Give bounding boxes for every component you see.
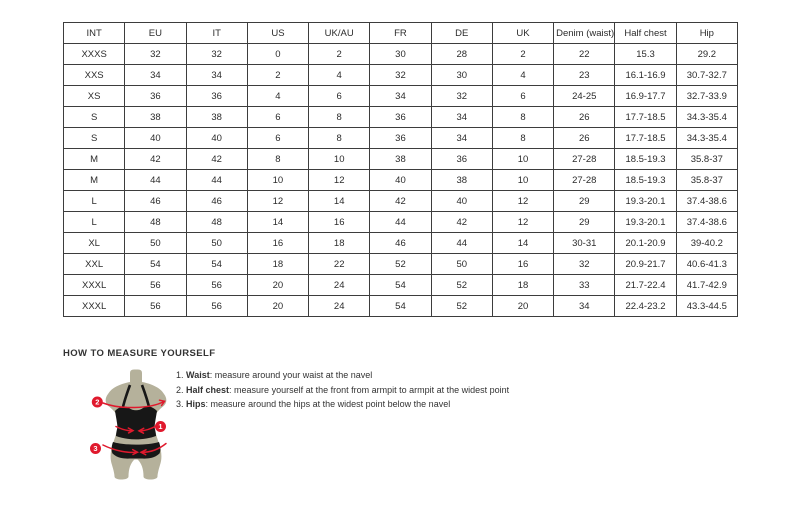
size-cell: 56 [186, 296, 247, 317]
size-cell: 34 [554, 296, 615, 317]
size-cell: 32 [431, 86, 492, 107]
size-cell: 12 [309, 170, 370, 191]
size-cell: 10 [492, 170, 553, 191]
size-cell: 32.7-33.9 [676, 86, 737, 107]
size-chart-body [64, 44, 738, 317]
size-cell: 2 [247, 65, 308, 86]
header-cell: Hip [676, 23, 737, 44]
size-cell: 38 [186, 107, 247, 128]
size-cell: 40.6-41.3 [676, 254, 737, 275]
table-row [64, 44, 738, 65]
size-cell: 42 [186, 149, 247, 170]
size-cell: M [64, 149, 125, 170]
size-cell: 35.8-37 [676, 149, 737, 170]
size-cell: 50 [431, 254, 492, 275]
size-cell: L [64, 212, 125, 233]
size-cell: 41.7-42.9 [676, 275, 737, 296]
size-cell: 44 [370, 212, 431, 233]
size-cell: 10 [492, 149, 553, 170]
size-cell: 54 [186, 254, 247, 275]
size-cell: 24-25 [554, 86, 615, 107]
size-cell: 18.5-19.3 [615, 170, 676, 191]
size-cell: 18 [492, 275, 553, 296]
size-cell: 4 [309, 65, 370, 86]
table-row [64, 296, 738, 317]
size-cell: XXXS [64, 44, 125, 65]
instruction-label: Half chest [186, 384, 230, 395]
measure-instruction-item [176, 385, 509, 396]
instruction-number: 3. [176, 399, 184, 409]
size-cell: XXXL [64, 275, 125, 296]
size-cell: 29 [554, 212, 615, 233]
swimsuit-top [115, 406, 157, 439]
header-row [64, 23, 738, 44]
measure-instruction-item [176, 370, 509, 381]
table-row [64, 170, 738, 191]
size-cell: 38 [431, 170, 492, 191]
header-cell: UK [492, 23, 553, 44]
size-cell: 16 [309, 212, 370, 233]
size-cell: 36 [370, 107, 431, 128]
size-cell: 46 [125, 191, 186, 212]
size-cell: 27-28 [554, 170, 615, 191]
size-cell: 2 [492, 44, 553, 65]
size-cell: 44 [186, 170, 247, 191]
size-cell: 18 [309, 233, 370, 254]
size-cell: 36 [125, 86, 186, 107]
size-cell: S [64, 107, 125, 128]
size-cell: 28 [431, 44, 492, 65]
size-cell: 34 [186, 65, 247, 86]
header-cell: UK/AU [309, 23, 370, 44]
size-cell: 34.3-35.4 [676, 128, 737, 149]
size-cell: 14 [309, 191, 370, 212]
size-cell: 20 [492, 296, 553, 317]
size-cell: XXXL [64, 296, 125, 317]
header-cell: EU [125, 23, 186, 44]
size-cell: 40 [125, 128, 186, 149]
instruction-number: 1. [176, 370, 184, 380]
table-row [64, 254, 738, 275]
size-cell: 10 [247, 170, 308, 191]
size-cell: 30.7-32.7 [676, 65, 737, 86]
size-cell: 37.4-38.6 [676, 191, 737, 212]
size-cell: 6 [492, 86, 553, 107]
size-cell: 29 [554, 191, 615, 212]
size-cell: 42 [431, 212, 492, 233]
size-cell: 24 [309, 296, 370, 317]
size-cell: 22.4-23.2 [615, 296, 676, 317]
size-cell: 52 [431, 275, 492, 296]
table-row [64, 65, 738, 86]
size-cell: 12 [492, 212, 553, 233]
instruction-text: : measure around the hips at the widest point below the navel [205, 399, 451, 409]
size-cell: 52 [431, 296, 492, 317]
size-cell: 30 [370, 44, 431, 65]
size-cell: 48 [186, 212, 247, 233]
size-cell: 19.3-20.1 [615, 212, 676, 233]
measure-instructions [176, 370, 509, 414]
header-cell: US [247, 23, 308, 44]
size-cell: 17.7-18.5 [615, 107, 676, 128]
size-cell: 10 [309, 149, 370, 170]
size-cell: 32 [370, 65, 431, 86]
size-cell: 54 [370, 275, 431, 296]
size-cell: XXL [64, 254, 125, 275]
table-row [64, 86, 738, 107]
table-row [64, 149, 738, 170]
size-cell: 4 [247, 86, 308, 107]
header-cell: FR [370, 23, 431, 44]
size-cell: XL [64, 233, 125, 254]
size-cell: 27-28 [554, 149, 615, 170]
header-cell: DE [431, 23, 492, 44]
size-cell: M [64, 170, 125, 191]
size-cell: 12 [492, 191, 553, 212]
size-cell: 34 [431, 128, 492, 149]
size-cell: 14 [492, 233, 553, 254]
size-cell: 56 [186, 275, 247, 296]
hips-badge-number: 3 [93, 444, 98, 454]
measure-heading: HOW TO MEASURE YOURSELF [63, 348, 216, 359]
table-row [64, 191, 738, 212]
size-cell: 34 [125, 65, 186, 86]
size-cell: 24 [309, 275, 370, 296]
size-cell: 22 [309, 254, 370, 275]
header-cell: IT [186, 23, 247, 44]
size-cell: 19.3-20.1 [615, 191, 676, 212]
chest-badge-number: 2 [95, 397, 100, 407]
size-cell: 20.9-21.7 [615, 254, 676, 275]
size-cell: XXS [64, 65, 125, 86]
size-cell: 38 [125, 107, 186, 128]
size-cell: 32 [554, 254, 615, 275]
size-cell: 2 [309, 44, 370, 65]
size-cell: 8 [309, 107, 370, 128]
size-cell: 6 [247, 107, 308, 128]
measurement-figure [86, 366, 178, 484]
size-cell: 35.8-37 [676, 170, 737, 191]
size-cell: 23 [554, 65, 615, 86]
size-cell: 16.1-16.9 [615, 65, 676, 86]
size-cell: 56 [125, 296, 186, 317]
size-cell: 34 [370, 86, 431, 107]
size-cell: 30 [431, 65, 492, 86]
size-chart-header [64, 23, 738, 44]
table-row [64, 275, 738, 296]
size-cell: 21.7-22.4 [615, 275, 676, 296]
size-cell: 50 [186, 233, 247, 254]
size-cell: 29.2 [676, 44, 737, 65]
table-row [64, 107, 738, 128]
size-cell: 8 [492, 128, 553, 149]
size-cell: 33 [554, 275, 615, 296]
measure-instruction-item [176, 399, 509, 410]
header-cell: INT [64, 23, 125, 44]
size-cell: 44 [125, 170, 186, 191]
size-cell: 18 [247, 254, 308, 275]
size-cell: 40 [431, 191, 492, 212]
size-cell: 44 [431, 233, 492, 254]
size-cell: 32 [186, 44, 247, 65]
size-cell: 34 [431, 107, 492, 128]
instruction-text: : measure yourself at the front from armpit to armpit at the widest point [229, 384, 510, 395]
size-cell: 43.3-44.5 [676, 296, 737, 317]
size-cell: 30-31 [554, 233, 615, 254]
size-cell: 54 [370, 296, 431, 317]
size-cell: 20.1-20.9 [615, 233, 676, 254]
size-cell: 20 [247, 275, 308, 296]
size-cell: 52 [370, 254, 431, 275]
size-cell: 16 [492, 254, 553, 275]
size-cell: 42 [370, 191, 431, 212]
size-cell: 37.4-38.6 [676, 212, 737, 233]
size-cell: 8 [492, 107, 553, 128]
instruction-text: : measure around your waist at the navel [209, 370, 373, 380]
size-cell: 22 [554, 44, 615, 65]
size-cell: 12 [247, 191, 308, 212]
waist-badge-number: 1 [158, 422, 163, 432]
size-cell: 36 [431, 149, 492, 170]
mannequin-neck [130, 370, 142, 384]
size-cell: 46 [186, 191, 247, 212]
size-cell: 4 [492, 65, 553, 86]
instruction-label: Waist [186, 370, 210, 380]
size-cell: 20 [247, 296, 308, 317]
size-cell: 15.3 [615, 44, 676, 65]
size-cell: L [64, 191, 125, 212]
size-cell: 16 [247, 233, 308, 254]
size-cell: 6 [247, 128, 308, 149]
size-cell: 36 [370, 128, 431, 149]
header-cell: Denim (waist) [554, 23, 615, 44]
size-cell: 39-40.2 [676, 233, 737, 254]
size-cell: 8 [247, 149, 308, 170]
size-cell: 0 [247, 44, 308, 65]
size-cell: 18.5-19.3 [615, 149, 676, 170]
size-cell: 26 [554, 107, 615, 128]
size-cell: 56 [125, 275, 186, 296]
size-cell: 34.3-35.4 [676, 107, 737, 128]
size-cell: 54 [125, 254, 186, 275]
size-chart-table [63, 22, 738, 317]
size-cell: 38 [370, 149, 431, 170]
size-cell: 36 [186, 86, 247, 107]
size-cell: 8 [309, 128, 370, 149]
size-cell: S [64, 128, 125, 149]
instruction-number: 2. [176, 384, 184, 395]
size-cell: 17.7-18.5 [615, 128, 676, 149]
size-cell: 32 [125, 44, 186, 65]
table-row [64, 212, 738, 233]
size-cell: 14 [247, 212, 308, 233]
size-cell: 48 [125, 212, 186, 233]
size-cell: 40 [370, 170, 431, 191]
size-cell: 16.9-17.7 [615, 86, 676, 107]
instruction-label: Hips [186, 399, 206, 409]
size-cell: 40 [186, 128, 247, 149]
size-cell: 26 [554, 128, 615, 149]
mannequin-illustration [86, 366, 178, 484]
size-cell: 46 [370, 233, 431, 254]
size-cell: 50 [125, 233, 186, 254]
table-row [64, 128, 738, 149]
header-cell: Half chest [615, 23, 676, 44]
size-cell: XS [64, 86, 125, 107]
size-cell: 6 [309, 86, 370, 107]
table-row [64, 233, 738, 254]
size-cell: 42 [125, 149, 186, 170]
